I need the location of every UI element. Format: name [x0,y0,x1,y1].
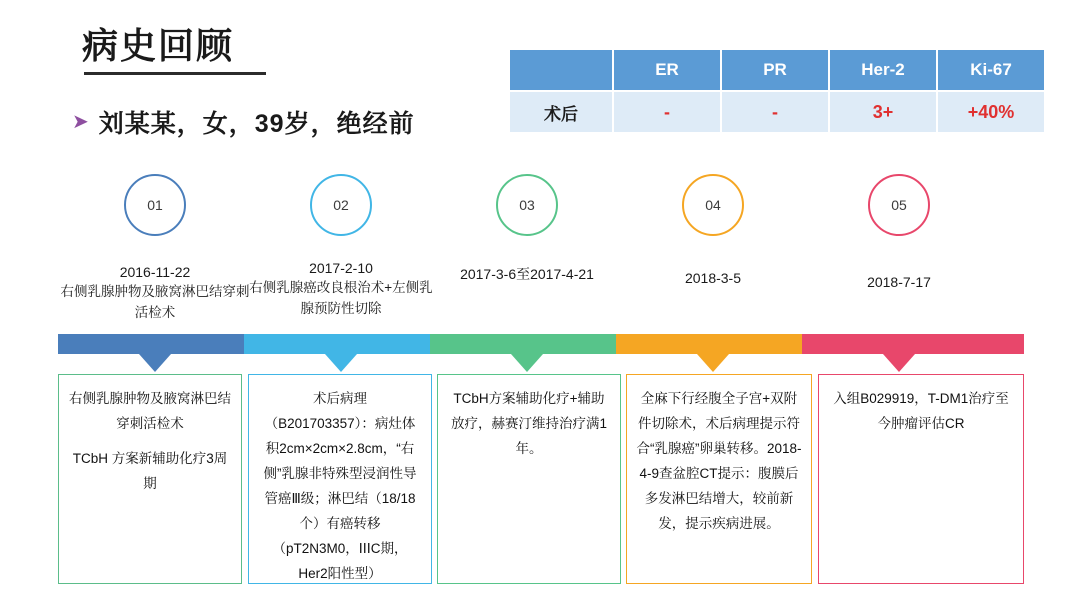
cell-ki67-value: +40% [937,91,1045,133]
detail-box-01-line-2: TCbH 方案新辅助化疗3周期 [72,450,228,491]
timeline-step-circle-01 [124,174,186,236]
timeline-step-number-02: 02 [333,197,349,213]
band-segment-01 [58,334,244,354]
timeline-date-03: 2017-3-6至2017-4-21 [460,266,594,282]
detail-box-02-line-1: 术后病理（B201703357）：病灶体积2cm×2cm×2.8cm，“右侧”乳腺非特殊型浸润性导管癌Ⅲ级；淋巴结（18/18个）有癌转移（pT2N3M0，ⅠⅠⅠC期，Her2阳性型） [263,391,417,581]
band-arrow-01 [139,354,171,372]
cell-her2-value: 3+ [829,91,937,133]
detail-box-03-line-1: TCbH方案辅助化疗+辅助放疗，赫赛汀维持治疗满1年。 [450,391,607,456]
timeline-desc-02: 右侧乳腺癌改良根治术+左侧乳腺预防性切除 [249,280,433,316]
band-arrow-04 [697,354,729,372]
band-arrow-05 [883,354,915,372]
cell-er-value: - [613,91,721,133]
patient-summary-text: 刘某某，女，39岁，绝经前 [98,110,415,138]
table-header-pr: PR [721,49,829,91]
timeline-desc-01: 右侧乳腺肿物及腋窝淋巴结穿刺活检术 [60,284,250,320]
band-segment-03 [430,334,616,354]
cell-pr-value: - [721,91,829,133]
table-row [509,91,1045,133]
band-arrow-02 [325,354,357,372]
row-label-postop: 术后 [509,91,613,133]
chevron-right-bullet-icon: ➤ [72,111,89,133]
timeline-step-number-04: 04 [705,197,721,213]
timeline-step-number-01: 01 [147,197,163,213]
band-segment-04 [616,334,802,354]
detail-box-01 [58,374,242,584]
detail-box-02 [248,374,432,584]
detail-box-04 [626,374,812,584]
timeline-date-02: 2017-2-10 [309,260,373,276]
patient-summary-row [72,104,415,140]
timeline-step-number-05: 05 [891,197,907,213]
timeline-step-number-03: 03 [519,197,535,213]
table-header-row [509,49,1045,91]
timeline-date-05: 2018-7-17 [867,274,931,290]
timeline-step-circle-03 [496,174,558,236]
band-segment-05 [802,334,1024,354]
timeline-date-01: 2016-11-22 [119,264,191,280]
table-header-ki67: Ki-67 [937,49,1045,91]
receptor-status-table [508,48,1046,134]
detail-box-04-line-1: 全麻下行经腹全子宫+双附件切除术，术后病理提示符合“乳腺癌”卵巢转移。2018-4-9查盆腔CT提示：腹膜后多发淋巴结增大，较前新发，提示疾病进展。 [636,391,802,531]
table-header-er: ER [613,49,721,91]
detail-box-05-line-1: 入组B029919，T-DM1治疗至今肿瘤评估CR [833,391,1009,431]
page-title: 病史回顾 [82,25,235,66]
detail-box-01-line-1: 右侧乳腺肿物及腋窝淋巴结穿刺活检术 [69,391,231,431]
table-header-corner [509,49,613,91]
timeline-color-band [58,334,1024,354]
timeline-date-04: 2018-3-5 [684,270,742,286]
title-underline [84,72,266,75]
band-arrow-03 [511,354,543,372]
timeline-step-circle-05 [868,174,930,236]
detail-box-03 [437,374,621,584]
detail-box-05 [818,374,1024,584]
band-segment-02 [244,334,430,354]
timeline-step-circle-02 [310,174,372,236]
table-header-her2: Her-2 [829,49,937,91]
timeline-step-circle-04 [682,174,744,236]
